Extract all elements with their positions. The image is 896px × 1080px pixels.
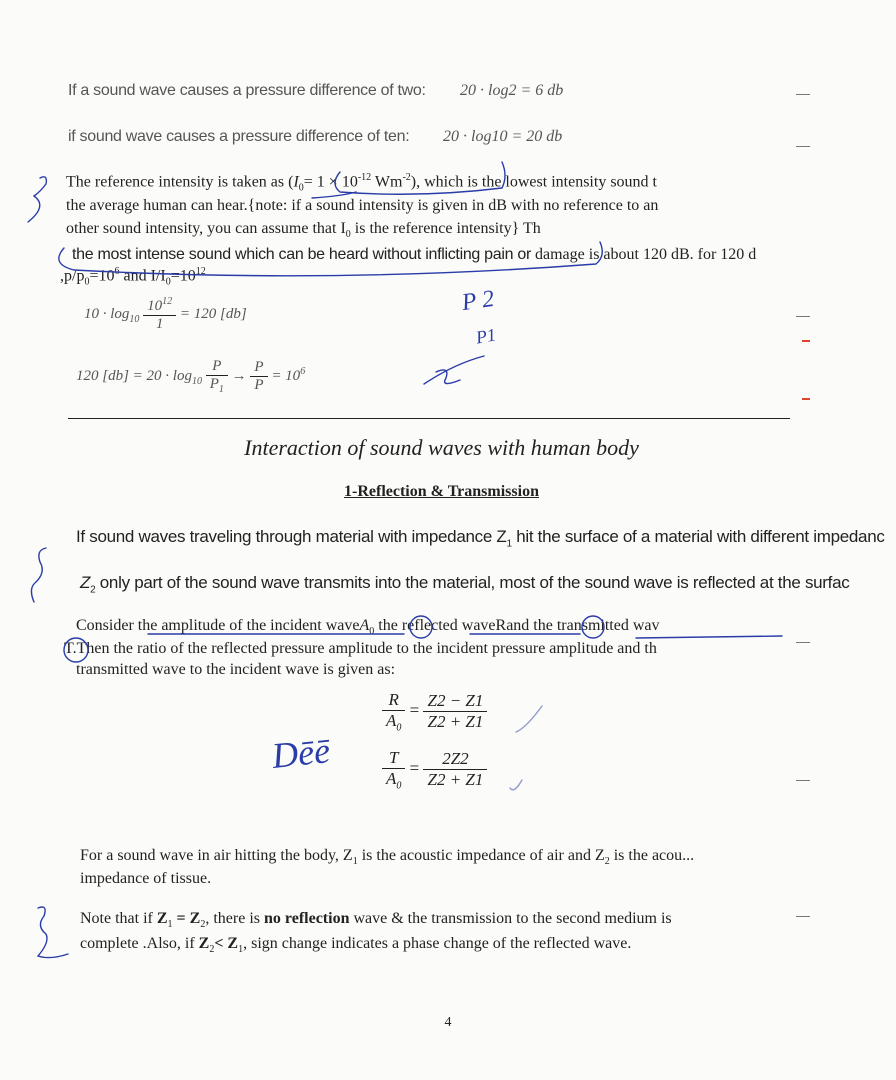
formula-reflection-ratio: $\frac{R}{A_0}$ = $\frac{Z2 - Z1}{Z2 + Z1}$ <box>382 690 487 733</box>
reference-line-1: The reference intensity is taken as ($I_0= 1 \times 10^{-12}$ $Wm^{-2}$), which is the lowest intensity sound t <box>66 172 657 194</box>
circle-t <box>64 638 88 662</box>
reference-line-3: other sound intensity, you can assume that $I_0$ is the reference intensity} Th <box>66 220 541 241</box>
circle-reference-intensity <box>335 162 505 194</box>
section-title: Interaction of sound waves with human body <box>244 435 639 460</box>
margin-tick <box>796 146 810 147</box>
pressure-ten-text: if sound wave causes a pressure difference of ten: <box>68 128 410 145</box>
margin-tick-red <box>802 398 810 400</box>
reflection-line-1: If sound waves traveling through material with impedance $Z_1$ hit the surface of a material with different impedanc <box>76 527 885 550</box>
page-number: 4 <box>444 1015 452 1030</box>
note-line-1: Note that if $Z_1 = Z_2$, there is no reflection wave & the transmission to the second medium is <box>80 910 672 931</box>
reference-line-5: $,p/p_0=10^6$ and $I/I_0=10^{12}$ <box>60 266 206 288</box>
note-line-2: complete .Also, if $Z_2< Z_1$, sign change indicates a phase change of the reflected wave. <box>80 935 632 956</box>
handwritten-p2: P 2 <box>460 285 496 317</box>
reflection-line-2: $Z_2$ only part of the sound wave transmits into the material, most of the sound wave is reflected at the surfac <box>80 573 850 596</box>
formula-transmission-ratio: $\frac{T}{A_0}$ = $\frac{2Z2}{Z2 + Z1}$ <box>382 748 487 791</box>
air-body-line-2: impedance of tissue. <box>80 870 212 887</box>
section-subtitle: 1-Reflection & Transmission <box>344 483 539 500</box>
equation-pressure-ratio: 120 $[db] = 20 \cdot \log_{10}$ $\frac{P}{P_1}$ → $\frac{P}{P}$ = $10^6$ <box>76 358 306 395</box>
margin-tick <box>796 94 810 95</box>
pressure-ten-equation: 20 · log10 = 20 db <box>443 128 563 145</box>
underline-amplitude <box>148 634 782 638</box>
reference-line-2: the average human can hear.{note: if a sound intensity is given in dB with no reference to an <box>66 197 659 214</box>
margin-mark-2 <box>31 548 46 602</box>
amplitude-line-2: T.Then the ratio of the reflected pressure amplitude to the incident pressure amplitude and th <box>64 640 657 657</box>
pressure-two-text: If a sound wave causes a pressure difference of two: <box>68 82 426 99</box>
arc-most-intense <box>59 242 602 276</box>
air-body-line-1: For a sound wave in air hitting the body, $Z_1$ is the acoustic impedance of air and $Z_2$ is the acou... <box>80 847 695 868</box>
margin-tick <box>796 916 810 917</box>
margin-tick-red <box>802 340 810 342</box>
handwritten-signature: Dēē <box>270 730 332 776</box>
reference-line-4: the most intense sound which can be heard without inflicting pain or damage is about 120 dB. for 120 d <box>72 246 757 263</box>
underline-note <box>312 192 356 198</box>
margin-tick <box>796 316 810 317</box>
margin-mark-3 <box>38 907 68 958</box>
margin-tick <box>796 642 810 643</box>
circle-a0 <box>410 616 432 638</box>
scribble-cross <box>424 356 484 384</box>
pressure-two-equation: 20 · log2 = 6 db <box>460 82 564 99</box>
check-formula-1 <box>516 706 542 732</box>
handwritten-p1: P1 <box>474 324 498 348</box>
margin-mark-1 <box>28 177 46 222</box>
amplitude-line-1: Consider the amplitude of the incident waveA$_0$ the reflected waveRand the transmitted wav <box>76 617 660 638</box>
check-formula-2 <box>510 780 522 790</box>
circle-r <box>582 616 604 638</box>
amplitude-line-3: transmitted wave to the incident wave is given as: <box>76 661 396 678</box>
margin-tick <box>796 780 810 781</box>
equation-intensity-ratio: $10 \cdot \log_{10}$ $\frac{10^{12}}{1}$ = 120 [db] <box>84 296 247 332</box>
